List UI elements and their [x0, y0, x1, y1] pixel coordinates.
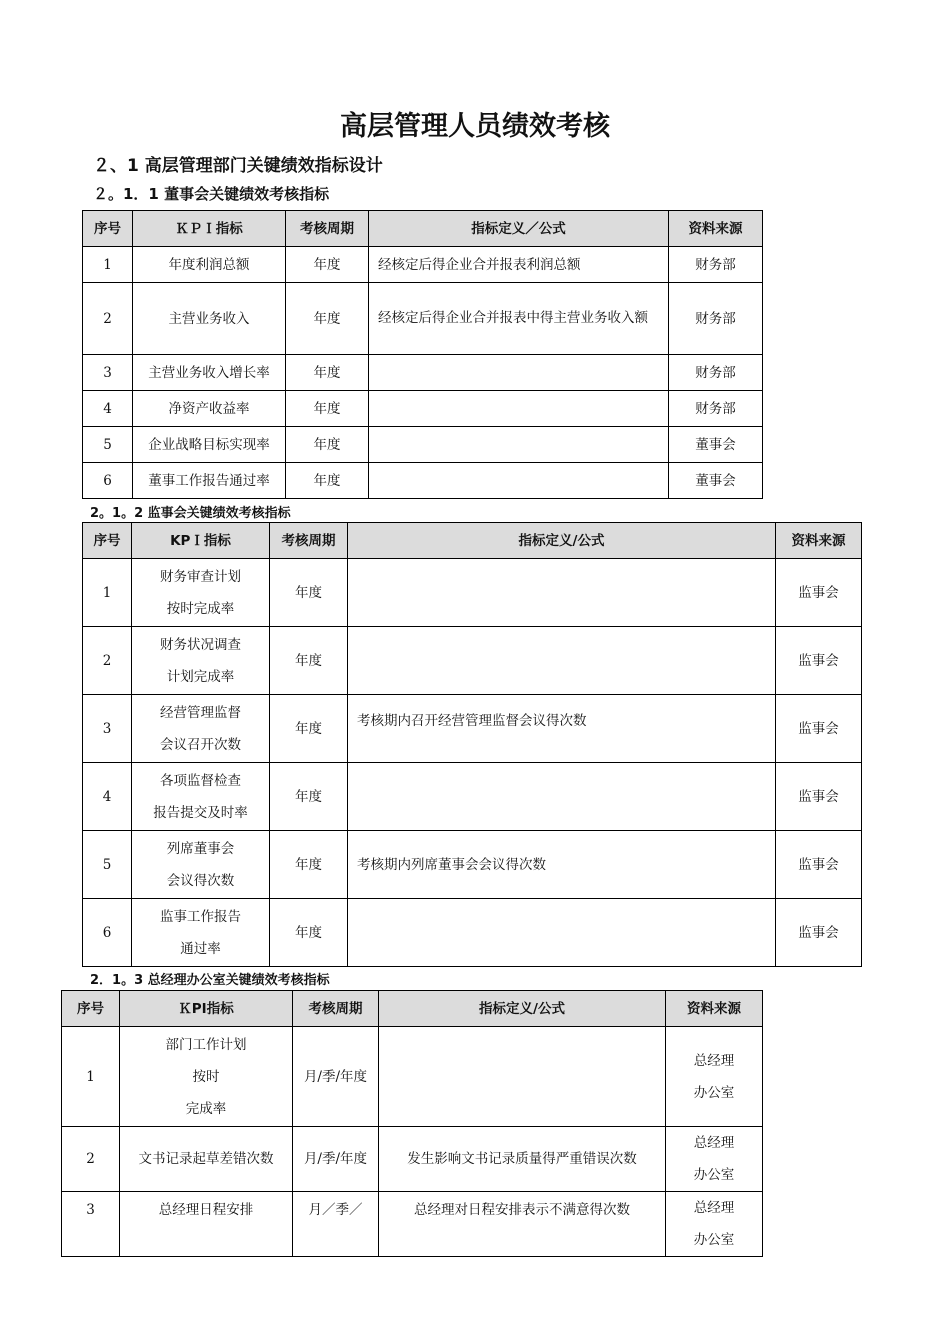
table-header-row	[83, 523, 862, 559]
row-number: 6	[83, 899, 132, 967]
cycle: 月/季/年度	[293, 1027, 379, 1127]
table-row	[83, 247, 763, 283]
kpi-name	[132, 831, 270, 899]
kpi-line: 按时	[192, 1068, 220, 1085]
cycle: 年度	[270, 627, 348, 695]
source	[666, 1027, 763, 1127]
cycle: 年度	[270, 763, 348, 831]
col-header: 序号	[83, 211, 133, 247]
source	[666, 1192, 763, 1257]
col-header: 资料来源	[669, 211, 763, 247]
col-header: ＫＰＩ指标	[133, 211, 286, 247]
kpi-line: 部门工作计划	[165, 1036, 247, 1053]
page-title: 高层管理人员绩效考核	[340, 111, 610, 142]
cycle: 年度	[270, 695, 348, 763]
row-number: 5	[83, 831, 132, 899]
definition	[379, 1027, 666, 1127]
table-row	[83, 391, 763, 427]
definition: 发生影响文书记录质量得严重错误次数	[379, 1127, 666, 1192]
cycle: 年度	[270, 559, 348, 627]
cycle: 年度	[286, 355, 369, 391]
cycle: 年度	[286, 283, 369, 355]
col-header: 考核周期	[286, 211, 369, 247]
table-row	[83, 427, 763, 463]
source: 监事会	[776, 627, 862, 695]
definition: 经核定后得企业合并报表利润总额	[369, 247, 669, 283]
source: 财务部	[669, 283, 763, 355]
source: 监事会	[776, 695, 862, 763]
cycle: 年度	[286, 463, 369, 499]
kpi-name	[120, 1027, 293, 1127]
col-header: 考核周期	[270, 523, 348, 559]
table-row	[83, 695, 862, 763]
supervisors-heading: 2。1。2 监事会关键绩效考核指标	[90, 506, 291, 521]
cycle: 月／季／	[293, 1192, 379, 1257]
supervisors-kpi-table	[82, 522, 862, 967]
table-row	[83, 355, 763, 391]
source: 财务部	[669, 355, 763, 391]
board-heading: ２。1．1 董事会关键绩效考核指标	[93, 185, 330, 203]
table-row	[83, 283, 763, 355]
section-heading: ２、1 高层管理部门关键绩效指标设计	[93, 156, 383, 176]
kpi-line: 通过率	[180, 940, 221, 957]
col-header: 指标定义/公式	[348, 523, 776, 559]
source-line: 总经理	[693, 1052, 735, 1069]
table-header-row	[62, 991, 763, 1027]
kpi-line: 经营管理监督	[160, 704, 241, 721]
row-number: 4	[83, 763, 132, 831]
table-row	[83, 831, 862, 899]
cycle: 年度	[270, 831, 348, 899]
source: 财务部	[669, 391, 763, 427]
col-header: 指标定义/公式	[379, 991, 666, 1027]
cycle: 年度	[286, 247, 369, 283]
kpi-line: 列席董事会	[166, 840, 235, 857]
kpi-line: 各项监督检查	[160, 772, 241, 789]
row-number: 3	[83, 355, 133, 391]
kpi-line: 财务状况调查	[160, 636, 241, 653]
definition	[369, 427, 669, 463]
kpi-name: 主营业务收入	[133, 283, 286, 355]
row-number: 1	[83, 247, 133, 283]
kpi-line: 计划完成率	[166, 668, 235, 685]
source: 监事会	[776, 559, 862, 627]
row-number: 2	[83, 627, 132, 695]
col-header: 序号	[62, 991, 120, 1027]
gm-heading: 2．1。3 总经理办公室关键绩效考核指标	[90, 973, 330, 988]
row-number: 6	[83, 463, 133, 499]
definition: 经核定后得企业合并报表中得主营业务收入额	[369, 283, 669, 355]
kpi-name	[120, 1127, 293, 1192]
row-number: 1	[62, 1027, 120, 1127]
kpi-name	[132, 627, 270, 695]
table-row	[62, 1192, 763, 1257]
definition: 考核期内召开经营管理监督会议得次数	[348, 695, 776, 763]
definition	[348, 763, 776, 831]
table-header-row	[83, 211, 763, 247]
kpi-name	[120, 1192, 293, 1257]
source-line: 总经理	[693, 1200, 735, 1216]
row-number: 4	[83, 391, 133, 427]
definition	[369, 391, 669, 427]
source: 监事会	[776, 899, 862, 967]
source: 监事会	[776, 763, 862, 831]
source: 财务部	[669, 247, 763, 283]
table-row	[83, 763, 862, 831]
kpi-line: 财务审查计划	[160, 568, 241, 585]
row-number: 2	[83, 283, 133, 355]
source-line: 总经理	[693, 1135, 735, 1151]
col-header: 资料来源	[776, 523, 862, 559]
col-header: 序号	[83, 523, 132, 559]
kpi-name: 主营业务收入增长率	[133, 355, 286, 391]
kpi-line: 监事工作报告	[160, 908, 241, 925]
kpi-name: 净资产收益率	[133, 391, 286, 427]
kpi-line: 会议得次数	[166, 872, 235, 889]
source: 监事会	[776, 831, 862, 899]
kpi-line: 文书记录起草差错次数	[138, 1151, 274, 1167]
gm-kpi-table	[61, 990, 763, 1257]
kpi-line: 报告提交及时率	[153, 804, 248, 821]
cycle: 月/季/年度	[293, 1127, 379, 1192]
kpi-name: 年度利润总额	[133, 247, 286, 283]
source	[666, 1127, 763, 1192]
table-row	[83, 559, 862, 627]
definition	[369, 463, 669, 499]
table-row	[62, 1127, 763, 1192]
cycle: 年度	[270, 899, 348, 967]
table-row	[62, 1027, 763, 1127]
kpi-line: 总经理日程安排	[158, 1202, 254, 1218]
source-line: 办公室	[693, 1084, 735, 1101]
kpi-line: 按时完成率	[166, 600, 235, 617]
definition: 总经理对日程安排表示不满意得次数	[379, 1192, 666, 1257]
source-line: 办公室	[693, 1167, 735, 1183]
table-row	[83, 899, 862, 967]
col-header: 资料来源	[666, 991, 763, 1027]
kpi-name	[132, 559, 270, 627]
row-number: 2	[62, 1127, 120, 1192]
definition	[348, 559, 776, 627]
cycle: 年度	[286, 391, 369, 427]
kpi-name: 董事工作报告通过率	[133, 463, 286, 499]
kpi-name	[132, 695, 270, 763]
definition	[369, 355, 669, 391]
row-number: 5	[83, 427, 133, 463]
kpi-name: 企业战略目标实现率	[133, 427, 286, 463]
definition	[348, 899, 776, 967]
col-header: ＫPI指标	[120, 991, 293, 1027]
definition	[348, 627, 776, 695]
col-header: KPＩ指标	[132, 523, 270, 559]
row-number: 3	[83, 695, 132, 763]
kpi-line: 会议召开次数	[160, 736, 241, 753]
kpi-line: 完成率	[185, 1100, 227, 1117]
source: 董事会	[669, 463, 763, 499]
row-number: 1	[83, 559, 132, 627]
table-row	[83, 627, 862, 695]
col-header: 指标定义／公式	[369, 211, 669, 247]
cycle: 年度	[286, 427, 369, 463]
source: 董事会	[669, 427, 763, 463]
definition: 考核期内列席董事会会议得次数	[348, 831, 776, 899]
table-row	[83, 463, 763, 499]
board-kpi-table	[82, 210, 763, 499]
kpi-name	[132, 763, 270, 831]
row-number: 3	[62, 1192, 120, 1257]
kpi-name	[132, 899, 270, 967]
col-header: 考核周期	[293, 991, 379, 1027]
source-line: 办公室	[693, 1232, 735, 1248]
